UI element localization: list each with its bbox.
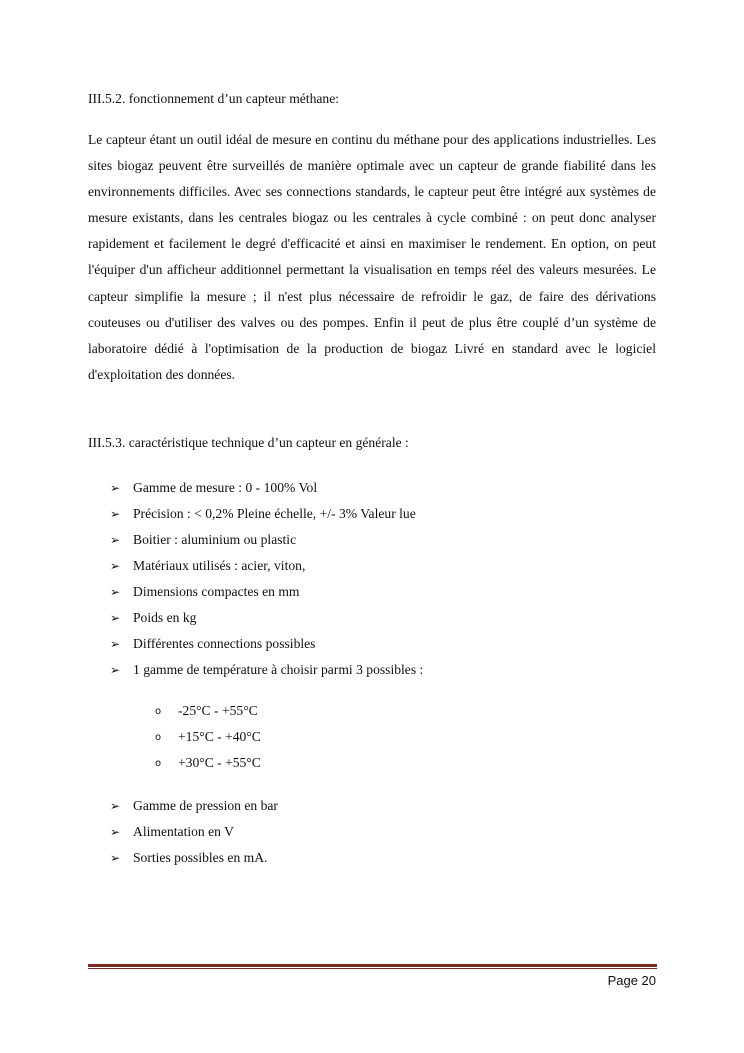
- list-item: [110, 657, 423, 683]
- list-item-text: Matériaux utilisés : acier, viton,: [133, 558, 306, 573]
- list-item-text: Gamme de mesure : 0 - 100% Vol: [133, 480, 318, 495]
- list-item-text: Précision : < 0,2% Pleine échelle, +/- 3% Valeur lue: [133, 506, 416, 521]
- list-item-text: Dimensions compactes en mm: [133, 584, 300, 599]
- arrow-bullet-icon: ➢: [110, 637, 121, 651]
- list-item: [155, 698, 261, 724]
- list-item-text: Poids en kg: [133, 610, 197, 625]
- list-item-text: 1 gamme de température à choisir parmi 3 possibles :: [133, 662, 424, 677]
- list-item-text: +15°C - +40°C: [178, 729, 261, 744]
- list-item: [110, 553, 423, 579]
- arrow-bullet-icon: ➢: [110, 481, 121, 495]
- arrow-bullet-icon: ➢: [110, 533, 121, 547]
- list-item: [110, 527, 423, 553]
- arrow-bullet-icon: ➢: [110, 559, 121, 573]
- list-item-text: Différentes connections possibles: [133, 636, 316, 651]
- page-number: Page 20: [607, 973, 656, 988]
- section-heading-fonctionnement: III.5.2. fonctionnement d’un capteur méthane:: [88, 91, 340, 106]
- list-item-text: -25°C - +55°C: [178, 703, 258, 718]
- list-item-text: +30°C - +55°C: [178, 755, 261, 770]
- arrow-bullet-icon: ➢: [110, 611, 121, 625]
- list-item-text: Alimentation en V: [133, 824, 234, 839]
- arrow-bullet-icon: ➢: [110, 663, 121, 677]
- list-item-text: Gamme de pression en bar: [133, 798, 278, 813]
- arrow-bullet-icon: ➢: [110, 799, 121, 813]
- list-item: [110, 501, 423, 527]
- list-item: [110, 631, 423, 657]
- characteristics-list: [110, 475, 423, 683]
- list-item: [110, 475, 423, 501]
- circle-bullet-icon: o: [155, 758, 162, 769]
- characteristics-list-continued: [110, 793, 278, 871]
- footer-divider: [88, 964, 657, 967]
- list-item: [155, 724, 261, 750]
- arrow-bullet-icon: ➢: [110, 851, 121, 865]
- circle-bullet-icon: o: [155, 732, 162, 743]
- circle-bullet-icon: o: [155, 706, 162, 717]
- arrow-bullet-icon: ➢: [110, 825, 121, 839]
- list-item: [110, 819, 278, 845]
- list-item: [155, 750, 261, 776]
- arrow-bullet-icon: ➢: [110, 585, 121, 599]
- footer-divider-thin: [88, 968, 657, 969]
- arrow-bullet-icon: ➢: [110, 507, 121, 521]
- list-item: [110, 845, 278, 871]
- section-heading-caracteristiques: III.5.3. caractéristique technique d’un capteur en générale :: [88, 435, 409, 450]
- list-item-text: Boitier : aluminium ou plastic: [133, 532, 297, 547]
- list-item-text: Sorties possibles en mA.: [133, 850, 268, 865]
- list-item: [110, 605, 423, 631]
- list-item: [110, 579, 423, 605]
- list-item: [110, 793, 278, 819]
- section-paragraph: Le capteur étant un outil idéal de mesure en continu du méthane pour des applications industrielles. Les sites biogaz peuvent être surveillés de manière optimale avec un capteur de grande fiabilité dans les environnements difficiles. Avec ses connections standards, le capteur peut être intégré aux systèmes de mesure existants, dans les centrales biogaz ou les centrales à cycle combiné : on peut donc analyser rapidement et facilement le degré d'efficacité et ainsi en maximiser le rendement. En option, on peut l'équiper d'un afficheur additionnel permettant la visualisation en temps réel des valeurs mesurées. Le capteur simplifie la mesure ; il n'est plus nécessaire de refroidir le gaz, de faire des dérivations couteuses ou d'utiliser des valves ou des pompes. Enfin il peut de plus être couplé d’un système de laboratoire dédié à l'optimisation de la production de biogaz Livré en standard avec le logiciel d'exploitation des données.: [88, 132, 656, 382]
- temperature-range-list: [155, 698, 261, 776]
